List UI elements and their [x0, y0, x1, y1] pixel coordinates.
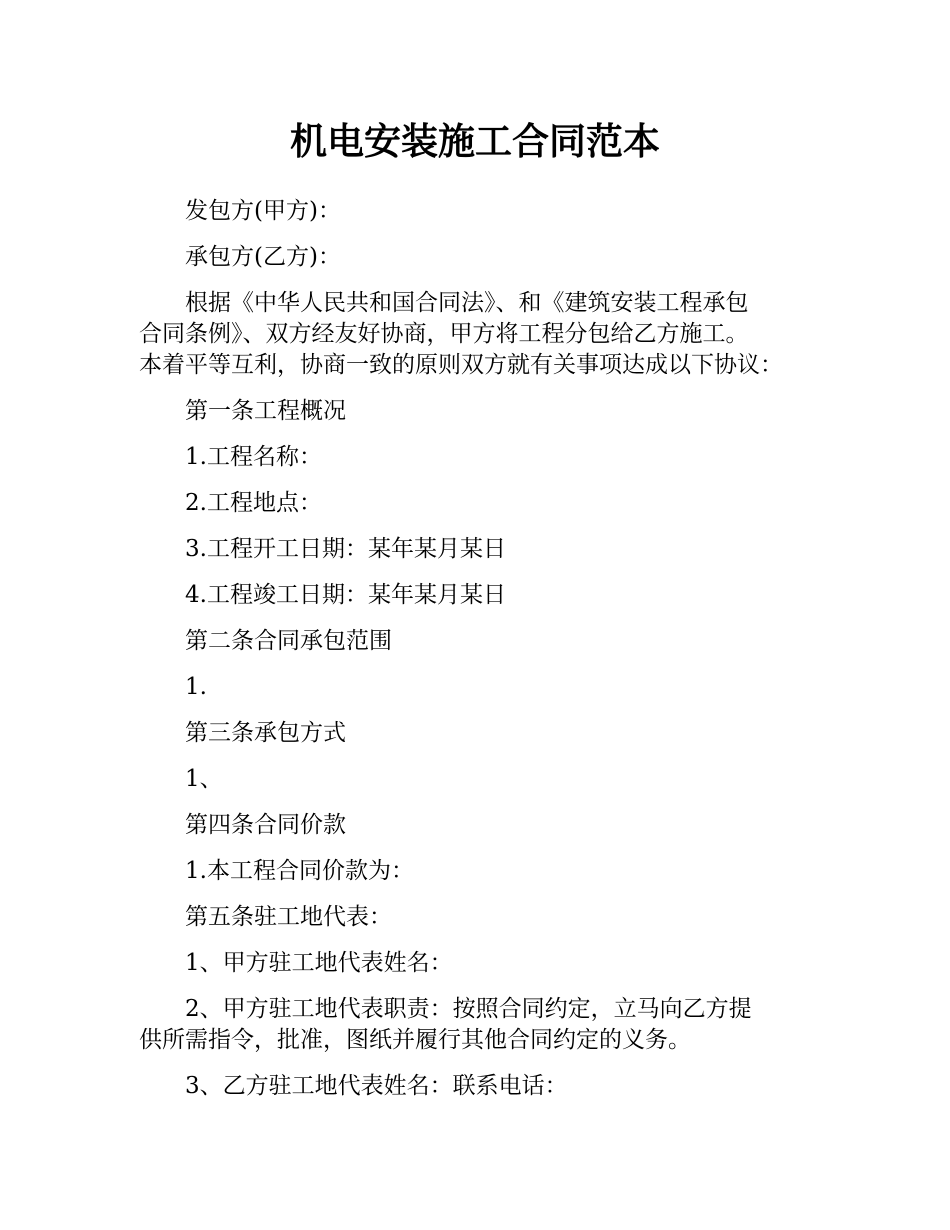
- paragraph-article-3: 第三条承包方式: [185, 720, 346, 746]
- paragraph-contract-price: 1.本工程合同价款为：: [185, 858, 414, 884]
- document-body: [139, 196, 839, 1117]
- document-title: 机电安装施工合同范本: [290, 120, 660, 163]
- paragraph-article-1: 第一条工程概况: [185, 398, 346, 424]
- paragraph-scope-item-1: 1.: [185, 674, 207, 700]
- paragraph-article-5: 第五条驻工地代表：: [185, 904, 392, 930]
- paragraph-rep-a-name: 1、甲方驻工地代表姓名：: [185, 950, 453, 976]
- paragraph-rep-b-name: 3、乙方驻工地代表姓名：联系电话：: [185, 1073, 568, 1099]
- paragraph-method-item-1: 1、: [185, 766, 223, 792]
- paragraph-completion-date: 4.工程竣工日期：某年某月某日: [185, 582, 506, 608]
- paragraph-article-4: 第四条合同价款: [185, 812, 346, 838]
- paragraph-preamble: 根据《中华人民共和国合同法》、和《建筑安装工程承包 合同条例》、双方经友好协商，甲方将工程分包给乙方施工。 本着平等互利，协商一致的原则双方就有关事项达成以下协议：: [139, 290, 783, 378]
- paragraph-start-date: 3.工程开工日期：某年某月某日: [185, 536, 506, 562]
- paragraph-party-a: 发包方(甲方)：: [185, 198, 341, 224]
- paragraph-project-name: 1.工程名称：: [185, 444, 322, 470]
- paragraph-party-b: 承包方(乙方)：: [185, 244, 341, 270]
- paragraph-rep-a-duties: 2、甲方驻工地代表职责：按照合同约定，立马向乙方提 供所需指令，批准，图纸并履行其他合同约定的义务。: [139, 996, 752, 1053]
- paragraph-project-location: 2.工程地点：: [185, 490, 322, 516]
- paragraph-article-2: 第二条合同承包范围: [185, 628, 392, 654]
